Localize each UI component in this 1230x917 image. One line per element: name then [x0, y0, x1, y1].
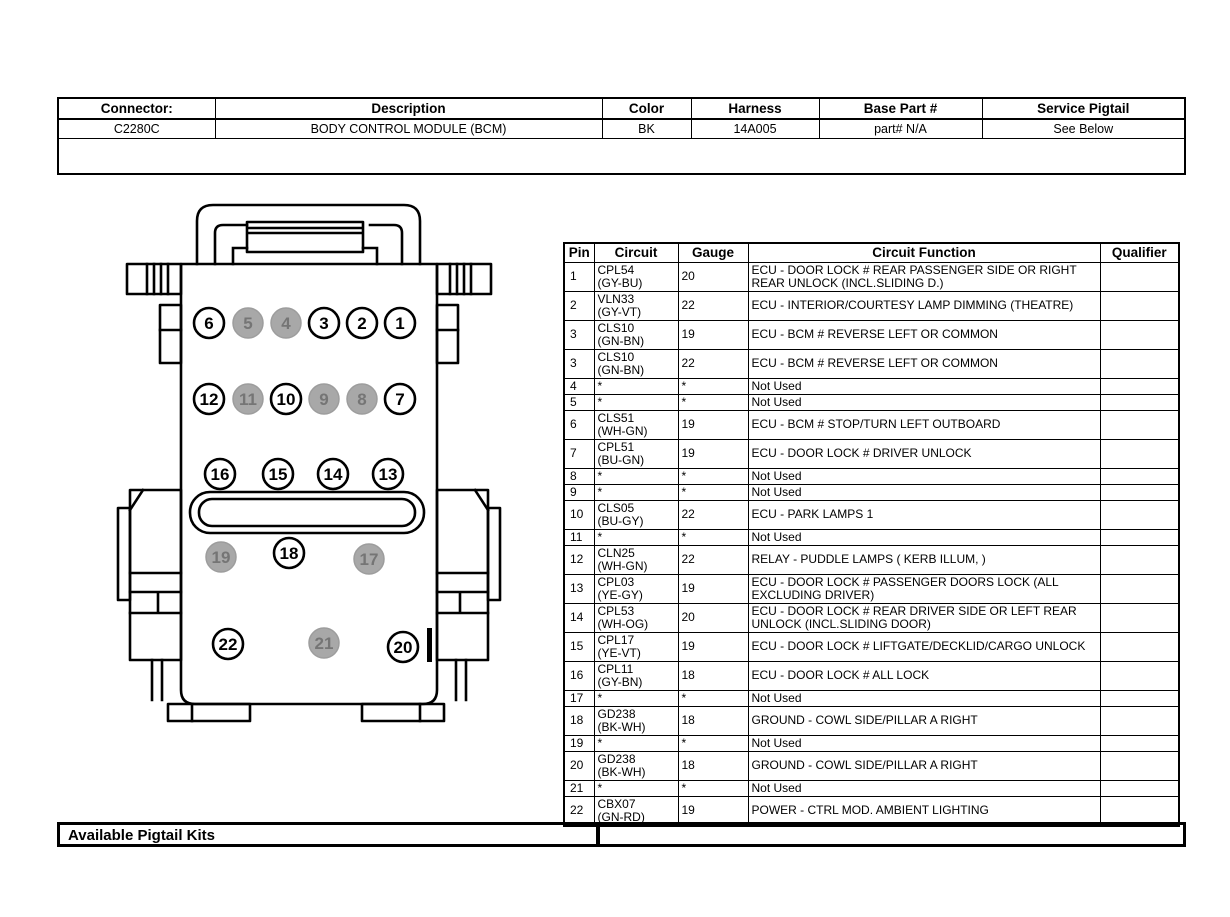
- qualifier-cell: [1100, 603, 1179, 632]
- pin-number-cell: 3: [564, 320, 594, 349]
- pin-number-label: 16: [210, 465, 230, 484]
- pin-number-label: 17: [359, 550, 379, 569]
- left-rail: [118, 490, 181, 700]
- qualifier-cell: [1100, 439, 1179, 468]
- wire-color: (YE-VT): [597, 645, 641, 660]
- gauge-cell: 19: [678, 439, 748, 468]
- pin-number-label: 5: [243, 314, 253, 333]
- connector-base-part: part# N/A: [819, 119, 982, 138]
- circuit-function-cell: Not Used: [748, 378, 1100, 394]
- circuit-code: GD238: [597, 706, 636, 721]
- gauge-cell: *: [678, 394, 748, 410]
- pinout-header-gauge: Gauge: [678, 243, 748, 262]
- pin-slot: [190, 492, 424, 533]
- circuit-function-cell: Not Used: [748, 468, 1100, 484]
- pin-table-row: [564, 661, 1179, 690]
- left-ear: [127, 264, 181, 294]
- info-header-service-pigtail: Service Pigtail: [982, 98, 1185, 119]
- circuit-function-cell: Not Used: [748, 529, 1100, 545]
- wire-color: (WH-GN): [597, 423, 648, 438]
- circuit-function-cell: ECU - DOOR LOCK # ALL LOCK: [748, 661, 1100, 690]
- wire-color: (GY-BN): [597, 674, 643, 689]
- circuit-code: CLN25: [597, 545, 635, 560]
- circuit-code: *: [597, 484, 603, 499]
- circuit-code: *: [597, 468, 603, 483]
- pin-table-row: [564, 349, 1179, 378]
- circuit-cell: [594, 661, 678, 690]
- qualifier-cell: [1100, 378, 1179, 394]
- circuit-code: CPL53: [597, 603, 635, 618]
- pin-table-row: [564, 468, 1179, 484]
- gauge-cell: 22: [678, 545, 748, 574]
- info-empty-cell: [58, 138, 1185, 174]
- qualifier-cell: [1100, 484, 1179, 500]
- circuit-cell: [594, 780, 678, 796]
- pin-table-row: [564, 706, 1179, 735]
- pin-number-cell: 22: [564, 796, 594, 826]
- circuit-code: CLS10: [597, 349, 635, 364]
- gauge-cell: *: [678, 735, 748, 751]
- pin-circles: [194, 308, 418, 662]
- pin-table-row: [564, 529, 1179, 545]
- pin-table-row: [564, 574, 1179, 603]
- pin-table-row: [564, 545, 1179, 574]
- pigtail-kits-empty-cell: [600, 825, 1183, 844]
- pin20-index-mark: [427, 628, 432, 662]
- qualifier-cell: [1100, 320, 1179, 349]
- pin-number-label: 20: [393, 638, 413, 657]
- circuit-cell: [594, 735, 678, 751]
- wire-color: (BK-WH): [597, 719, 646, 734]
- qualifier-cell: [1100, 349, 1179, 378]
- circuit-function-cell: ECU - DOOR LOCK # DRIVER UNLOCK: [748, 439, 1100, 468]
- circuit-code: CLS05: [597, 500, 635, 515]
- pin-table-row: [564, 439, 1179, 468]
- qualifier-cell: [1100, 468, 1179, 484]
- circuit-code: *: [597, 780, 603, 795]
- gauge-cell: 19: [678, 632, 748, 661]
- gauge-cell: *: [678, 484, 748, 500]
- pin-number-cell: 11: [564, 529, 594, 545]
- pin-table-row: [564, 780, 1179, 796]
- pin-number-label: 10: [276, 390, 296, 409]
- pin-number-label: 8: [357, 390, 367, 409]
- circuit-code: *: [597, 735, 603, 750]
- right-bracket: [437, 305, 458, 363]
- circuit-code: VLN33: [597, 291, 635, 306]
- gauge-cell: 22: [678, 500, 748, 529]
- pin-table-row: [564, 484, 1179, 500]
- info-header-row: [58, 98, 1185, 119]
- pin-number-label: 15: [268, 465, 288, 484]
- pin-number-cell: 6: [564, 410, 594, 439]
- pin-number-label: 21: [314, 634, 334, 653]
- circuit-cell: [594, 574, 678, 603]
- pinout-header-pin: Pin: [564, 243, 594, 262]
- pigtail-kits-title: Available Pigtail Kits: [60, 825, 600, 844]
- info-header-base-part: Base Part #: [819, 98, 982, 119]
- qualifier-cell: [1100, 410, 1179, 439]
- pinout-header-qualifier: Qualifier: [1100, 243, 1179, 262]
- gauge-cell: 19: [678, 410, 748, 439]
- pin-number-label: 14: [323, 465, 343, 484]
- gauge-cell: *: [678, 529, 748, 545]
- info-header-color: Color: [602, 98, 691, 119]
- gauge-cell: 19: [678, 796, 748, 826]
- circuit-cell: [594, 349, 678, 378]
- circuit-function-cell: GROUND - COWL SIDE/PILLAR A RIGHT: [748, 706, 1100, 735]
- qualifier-cell: [1100, 291, 1179, 320]
- pin-number-cell: 8: [564, 468, 594, 484]
- pin-number-cell: 3: [564, 349, 594, 378]
- circuit-cell: [594, 394, 678, 410]
- gauge-cell: 18: [678, 706, 748, 735]
- qualifier-cell: [1100, 780, 1179, 796]
- connector-id: C2280C: [58, 119, 215, 138]
- pin-number-label: 9: [319, 390, 329, 409]
- qualifier-cell: [1100, 632, 1179, 661]
- circuit-function-cell: RELAY - PUDDLE LAMPS ( KERB ILLUM, ): [748, 545, 1100, 574]
- wire-color: (GN-BN): [597, 362, 645, 377]
- wire-color: (BU-GY): [597, 513, 644, 528]
- circuit-cell: [594, 410, 678, 439]
- connector-diagram: [108, 195, 510, 770]
- circuit-cell: [594, 632, 678, 661]
- left-bracket: [160, 305, 181, 363]
- circuit-cell: [594, 468, 678, 484]
- gauge-cell: 19: [678, 574, 748, 603]
- pinout-table: [563, 242, 1180, 827]
- qualifier-cell: [1100, 394, 1179, 410]
- pin-number-cell: 18: [564, 706, 594, 735]
- circuit-code: *: [597, 690, 603, 705]
- qualifier-cell: [1100, 706, 1179, 735]
- right-rail: [437, 490, 500, 700]
- circuit-cell: [594, 603, 678, 632]
- info-empty-row: [58, 138, 1185, 174]
- circuit-code: *: [597, 529, 603, 544]
- info-header-description: Description: [215, 98, 602, 119]
- pin-number-cell: 16: [564, 661, 594, 690]
- qualifier-cell: [1100, 661, 1179, 690]
- pin-number-cell: 1: [564, 262, 594, 291]
- circuit-function-cell: ECU - BCM # REVERSE LEFT OR COMMON: [748, 320, 1100, 349]
- pin-number-cell: 21: [564, 780, 594, 796]
- pin-number-label: 13: [378, 465, 398, 484]
- gauge-cell: 20: [678, 262, 748, 291]
- circuit-cell: [594, 439, 678, 468]
- pin-number-label: 4: [281, 314, 291, 333]
- pin-number-label: 7: [395, 390, 405, 409]
- wire-color: (BU-GN): [597, 452, 645, 467]
- circuit-function-cell: ECU - BCM # REVERSE LEFT OR COMMON: [748, 349, 1100, 378]
- circuit-code: CLS10: [597, 320, 635, 335]
- qualifier-cell: [1100, 690, 1179, 706]
- pin-number-label: 19: [211, 548, 231, 567]
- bottom-feet: [168, 704, 444, 721]
- gauge-cell: 22: [678, 349, 748, 378]
- circuit-cell: [594, 320, 678, 349]
- circuit-cell: [594, 751, 678, 780]
- wire-color: (GN-RD): [597, 809, 645, 824]
- connector-info-table: [57, 97, 1186, 175]
- pinout-header-function: Circuit Function: [748, 243, 1100, 262]
- circuit-function-cell: ECU - BCM # STOP/TURN LEFT OUTBOARD: [748, 410, 1100, 439]
- circuit-cell: [594, 690, 678, 706]
- pin-table-row: [564, 500, 1179, 529]
- circuit-cell: [594, 500, 678, 529]
- right-ear: [437, 264, 491, 294]
- pin-number-cell: 15: [564, 632, 594, 661]
- gauge-cell: *: [678, 468, 748, 484]
- circuit-code: CPL03: [597, 574, 635, 589]
- circuit-code: GD238: [597, 751, 636, 766]
- pin-number-cell: 9: [564, 484, 594, 500]
- pin-number-label: 12: [199, 390, 219, 409]
- qualifier-cell: [1100, 574, 1179, 603]
- circuit-function-cell: GROUND - COWL SIDE/PILLAR A RIGHT: [748, 751, 1100, 780]
- pin-number-cell: 4: [564, 378, 594, 394]
- gauge-cell: *: [678, 378, 748, 394]
- pin-number-cell: 7: [564, 439, 594, 468]
- wire-color: (GN-BN): [597, 333, 645, 348]
- pin-number-cell: 17: [564, 690, 594, 706]
- pin-table-row: [564, 320, 1179, 349]
- pin-number-label: 22: [218, 635, 238, 654]
- circuit-function-cell: ECU - PARK LAMPS 1: [748, 500, 1100, 529]
- pin-number-label: 1: [395, 314, 405, 333]
- circuit-function-cell: Not Used: [748, 735, 1100, 751]
- circuit-cell: [594, 706, 678, 735]
- pin-number-cell: 20: [564, 751, 594, 780]
- circuit-code: CPL17: [597, 632, 635, 647]
- pinout-header-row: [564, 243, 1179, 262]
- qualifier-cell: [1100, 529, 1179, 545]
- qualifier-cell: [1100, 262, 1179, 291]
- gauge-cell: 22: [678, 291, 748, 320]
- circuit-function-cell: Not Used: [748, 690, 1100, 706]
- circuit-code: CBX07: [597, 796, 636, 811]
- circuit-cell: [594, 291, 678, 320]
- qualifier-cell: [1100, 545, 1179, 574]
- connector-description: BODY CONTROL MODULE (BCM): [215, 119, 602, 138]
- qualifier-cell: [1100, 735, 1179, 751]
- circuit-function-cell: Not Used: [748, 394, 1100, 410]
- circuit-code: CPL54: [597, 262, 635, 277]
- pin-table-row: [564, 632, 1179, 661]
- connector-latch: [233, 222, 377, 264]
- qualifier-cell: [1100, 500, 1179, 529]
- connector-color: BK: [602, 119, 691, 138]
- pin-table-row: [564, 378, 1179, 394]
- pin-table-row: [564, 690, 1179, 706]
- gauge-cell: 18: [678, 661, 748, 690]
- pin-number-label: 18: [279, 544, 299, 563]
- info-value-row: [58, 119, 1185, 138]
- circuit-cell: [594, 262, 678, 291]
- gauge-cell: *: [678, 780, 748, 796]
- circuit-code: CPL51: [597, 439, 635, 454]
- gauge-cell: 18: [678, 751, 748, 780]
- circuit-function-cell: ECU - DOOR LOCK # REAR DRIVER SIDE OR LEFT REAR UNLOCK (INCL.SLIDING DOOR): [748, 603, 1100, 632]
- pin-number-cell: 13: [564, 574, 594, 603]
- info-header-connector: Connector:: [58, 98, 215, 119]
- pin-table-row: [564, 291, 1179, 320]
- pin-table-row: [564, 751, 1179, 780]
- gauge-cell: 20: [678, 603, 748, 632]
- circuit-function-cell: POWER - CTRL MOD. AMBIENT LIGHTING: [748, 796, 1100, 826]
- pigtail-kits-bar: [57, 822, 1186, 847]
- circuit-function-cell: ECU - INTERIOR/COURTESY LAMP DIMMING (THEATRE): [748, 291, 1100, 320]
- pin-table-row: [564, 262, 1179, 291]
- qualifier-cell: [1100, 751, 1179, 780]
- pinout-header-circuit: Circuit: [594, 243, 678, 262]
- pin-number-cell: 12: [564, 545, 594, 574]
- pin-number-cell: 19: [564, 735, 594, 751]
- wire-color: (WH-OG): [597, 616, 649, 631]
- wire-color: (GY-VT): [597, 304, 642, 319]
- connector-harness: 14A005: [691, 119, 819, 138]
- circuit-cell: [594, 545, 678, 574]
- circuit-cell: [594, 484, 678, 500]
- circuit-function-cell: Not Used: [748, 780, 1100, 796]
- connector-service-pigtail: See Below: [982, 119, 1185, 138]
- info-header-harness: Harness: [691, 98, 819, 119]
- gauge-cell: *: [678, 690, 748, 706]
- pin-number-label: 2: [357, 314, 367, 333]
- pin-number-cell: 10: [564, 500, 594, 529]
- pin-number-cell: 5: [564, 394, 594, 410]
- circuit-code: *: [597, 378, 603, 393]
- wire-color: (WH-GN): [597, 558, 648, 573]
- pin-table-row: [564, 394, 1179, 410]
- wire-color: (BK-WH): [597, 764, 646, 779]
- pin-number-label: 6: [204, 314, 214, 333]
- circuit-code: CPL11: [597, 661, 634, 676]
- circuit-code: *: [597, 394, 603, 409]
- pin-number-cell: 14: [564, 603, 594, 632]
- circuit-function-cell: ECU - DOOR LOCK # REAR PASSENGER SIDE OR RIGHT REAR UNLOCK (INCL.SLIDING D.): [748, 262, 1100, 291]
- pin-table-body: [564, 262, 1179, 826]
- gauge-cell: 19: [678, 320, 748, 349]
- circuit-function-cell: ECU - DOOR LOCK # LIFTGATE/DECKLID/CARGO UNLOCK: [748, 632, 1100, 661]
- pin-table-row: [564, 735, 1179, 751]
- pin-number-label: 11: [239, 390, 257, 409]
- wire-color: (GY-BU): [597, 275, 643, 290]
- pin-table-row: [564, 603, 1179, 632]
- pin-number-cell: 2: [564, 291, 594, 320]
- circuit-function-cell: ECU - DOOR LOCK # PASSENGER DOORS LOCK (ALL EXCLUDING DRIVER): [748, 574, 1100, 603]
- circuit-cell: [594, 378, 678, 394]
- wire-color: (YE-GY): [597, 587, 643, 602]
- circuit-function-cell: Not Used: [748, 484, 1100, 500]
- circuit-code: CLS51: [597, 410, 635, 425]
- pin-number-label: 3: [319, 314, 329, 333]
- pin-table-row: [564, 410, 1179, 439]
- circuit-cell: [594, 529, 678, 545]
